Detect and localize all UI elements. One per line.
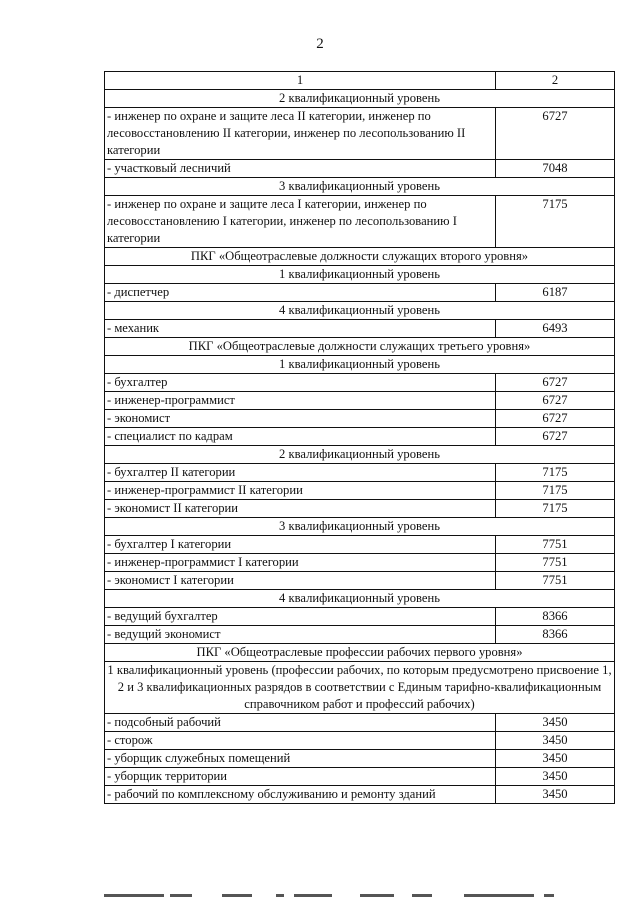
position-name: - сторож — [105, 732, 496, 750]
section-row — [105, 518, 615, 536]
section-row — [105, 644, 615, 662]
salary-value: 6727 — [496, 108, 615, 160]
salary-value: 7175 — [496, 500, 615, 518]
table-row — [105, 196, 615, 248]
section-heading: 2 квалификационный уровень — [105, 90, 615, 108]
position-name: - бухгалтер II категории — [105, 464, 496, 482]
table-row — [105, 500, 615, 518]
section-heading: 2 квалификационный уровень — [105, 446, 615, 464]
salary-value: 6727 — [496, 410, 615, 428]
position-name: - инженер по охране и защите леса I категории, инженер по лесовосстановлению I категории, инженер по лесопользованию I категории — [105, 196, 496, 248]
position-name: - бухгалтер I категории — [105, 536, 496, 554]
section-row — [105, 302, 615, 320]
section-row — [105, 178, 615, 196]
position-name: - бухгалтер — [105, 374, 496, 392]
table-row — [105, 786, 615, 804]
column-header-2: 2 — [496, 72, 615, 90]
section-row — [105, 90, 615, 108]
table-row — [105, 714, 615, 732]
table-row — [105, 284, 615, 302]
section-row — [105, 248, 615, 266]
section-row — [105, 590, 615, 608]
salary-value: 7048 — [496, 160, 615, 178]
salary-value: 6727 — [496, 374, 615, 392]
salary-value: 3450 — [496, 768, 615, 786]
salary-value: 7175 — [496, 464, 615, 482]
table-row — [105, 410, 615, 428]
table-row — [105, 732, 615, 750]
position-name: - ведущий экономист — [105, 626, 496, 644]
salary-value: 6187 — [496, 284, 615, 302]
section-heading: ПКГ «Общеотраслевые должности служащих третьего уровня» — [105, 338, 615, 356]
position-name: - инженер по охране и защите леса II категории, инженер по лесовосстановлению II категории, инженер по лесопользованию II категории — [105, 108, 496, 160]
position-name: - специалист по кадрам — [105, 428, 496, 446]
position-name: - инженер-программист I категории — [105, 554, 496, 572]
table-row — [105, 626, 615, 644]
section-heading: 3 квалификационный уровень — [105, 518, 615, 536]
section-heading: 1 квалификационный уровень (профессии рабочих, по которым предусмотрено присвоение 1, 2 и 3 квалификационных разрядов в соответствии с Единым тарифно-квалификационным справочником работ и профессий рабочих) — [105, 662, 615, 714]
salary-value: 6727 — [496, 392, 615, 410]
position-name: - экономист II категории — [105, 500, 496, 518]
position-name: - механик — [105, 320, 496, 338]
table-row — [105, 750, 615, 768]
table-row — [105, 160, 615, 178]
section-heading: 3 квалификационный уровень — [105, 178, 615, 196]
scan-artifact-footer — [104, 889, 610, 903]
section-heading: ПКГ «Общеотраслевые профессии рабочих первого уровня» — [105, 644, 615, 662]
section-row — [105, 446, 615, 464]
table-row — [105, 108, 615, 160]
salary-value: 7751 — [496, 554, 615, 572]
position-name: - уборщик служебных помещений — [105, 750, 496, 768]
section-row — [105, 338, 615, 356]
position-name: - подсобный рабочий — [105, 714, 496, 732]
section-row — [105, 662, 615, 714]
salary-value: 7751 — [496, 536, 615, 554]
position-name: - экономист — [105, 410, 496, 428]
table-header-row — [105, 72, 615, 90]
table-row — [105, 768, 615, 786]
position-name: - рабочий по комплексному обслуживанию и ремонту зданий — [105, 786, 496, 804]
position-name: - диспетчер — [105, 284, 496, 302]
position-name: - уборщик территории — [105, 768, 496, 786]
section-heading: 1 квалификационный уровень — [105, 356, 615, 374]
table-row — [105, 428, 615, 446]
salary-value: 8366 — [496, 608, 615, 626]
position-name: - экономист I категории — [105, 572, 496, 590]
table-row — [105, 608, 615, 626]
section-row — [105, 266, 615, 284]
column-header-1: 1 — [105, 72, 496, 90]
table-row — [105, 536, 615, 554]
salary-value: 3450 — [496, 732, 615, 750]
section-row — [105, 356, 615, 374]
page-number: 2 — [316, 36, 324, 52]
salary-value: 6727 — [496, 428, 615, 446]
position-name: - ведущий бухгалтер — [105, 608, 496, 626]
table-row — [105, 392, 615, 410]
position-name: - инженер-программист — [105, 392, 496, 410]
table-row — [105, 482, 615, 500]
salary-value: 6493 — [496, 320, 615, 338]
section-heading: 4 квалификационный уровень — [105, 302, 615, 320]
table-row — [105, 572, 615, 590]
table-row — [105, 464, 615, 482]
salary-value: 8366 — [496, 626, 615, 644]
salary-value: 7175 — [496, 196, 615, 248]
salary-value: 3450 — [496, 750, 615, 768]
salary-value: 3450 — [496, 786, 615, 804]
salary-table-body — [105, 72, 615, 804]
position-name: - участковый лесничий — [105, 160, 496, 178]
section-heading: ПКГ «Общеотраслевые должности служащих второго уровня» — [105, 248, 615, 266]
table-row — [105, 320, 615, 338]
position-name: - инженер-программист II категории — [105, 482, 496, 500]
section-heading: 1 квалификационный уровень — [105, 266, 615, 284]
salary-value: 7175 — [496, 482, 615, 500]
table-row — [105, 374, 615, 392]
section-heading: 4 квалификационный уровень — [105, 590, 615, 608]
scan-noise-graphic — [104, 889, 610, 903]
salary-table — [104, 71, 615, 804]
salary-value: 7751 — [496, 572, 615, 590]
salary-value: 3450 — [496, 714, 615, 732]
table-row — [105, 554, 615, 572]
